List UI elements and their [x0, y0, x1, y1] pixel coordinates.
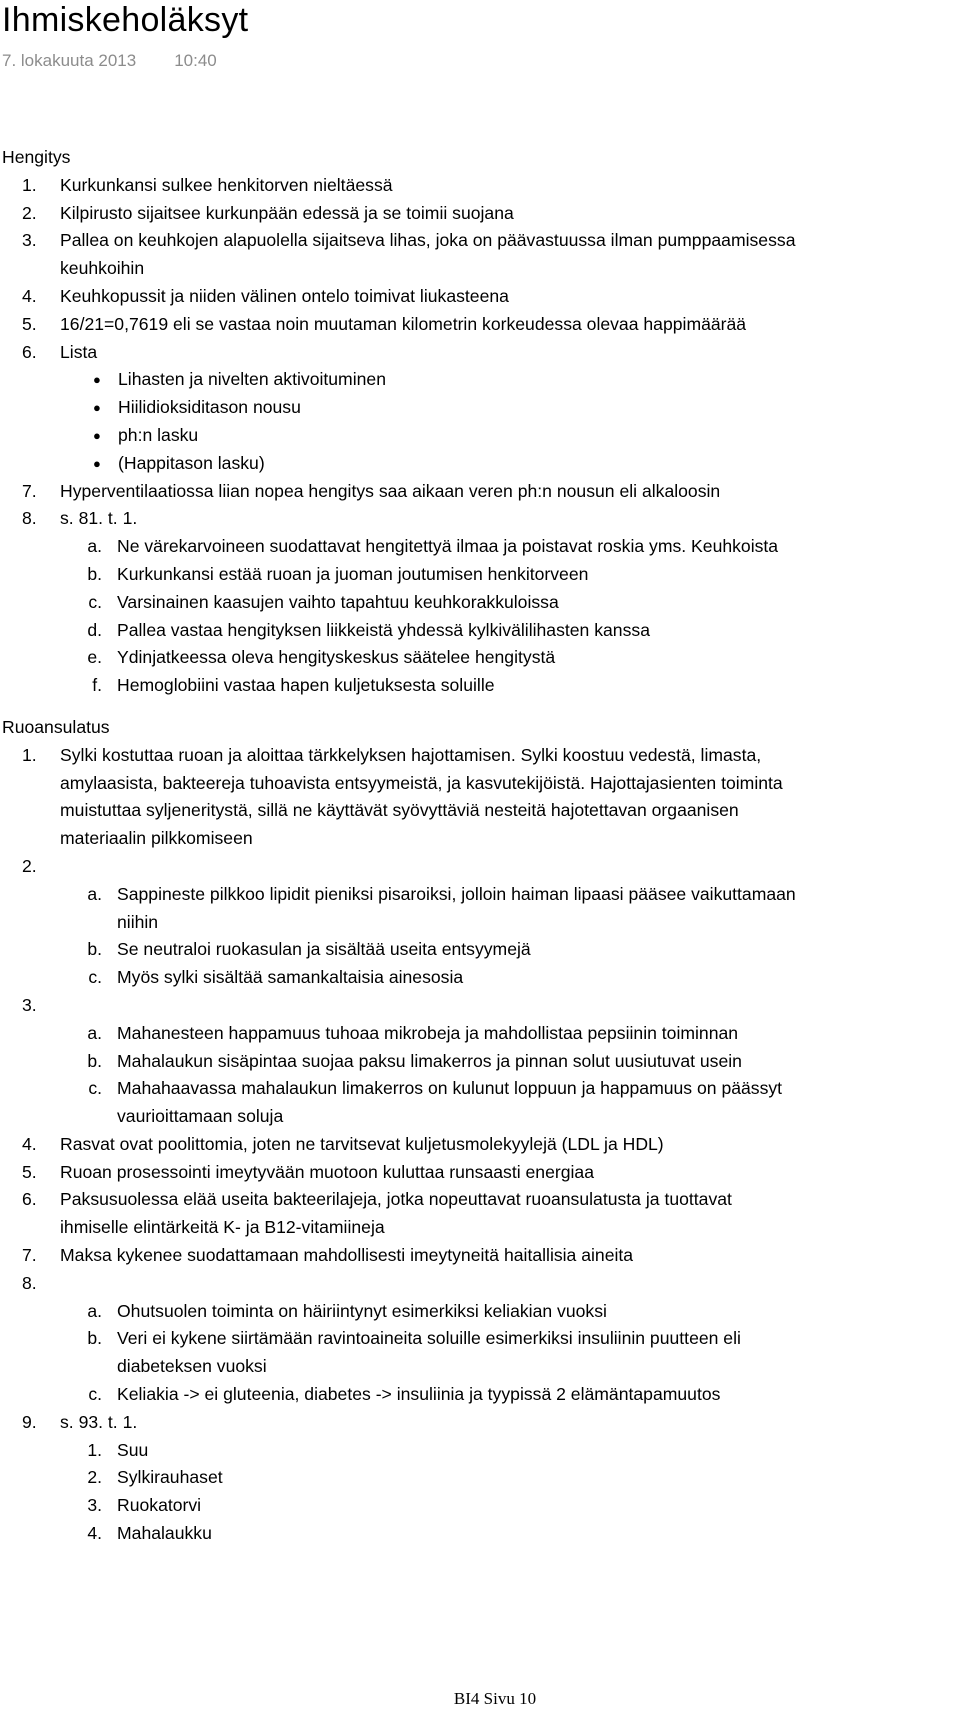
list-item: 4. Rasvat ovat poolittomia, joten ne tarvitsevat kuljetusmolekyylejä (LDL ja HDL)	[22, 1133, 664, 1154]
list-item: 5. 16/21=0,7619 eli se vastaa noin muutaman kilometrin korkeudessa olevaa happimäärää	[22, 313, 747, 334]
sub-item: a. Ne värekarvoineen suodattavat hengitettyä ilmaa ja poistavat roskia yms. Keuhkoista	[87, 536, 779, 557]
sub-item: b. Kurkunkansi estää ruoan ja juoman joutumisen henkitorveen	[87, 563, 589, 584]
list-item-continuation: amylaasista, bakteereja tuhoavista entsyymeistä, ja kasvutekijöistä. Hajottajasienten toiminta	[60, 772, 783, 793]
bullet-icon: ●	[93, 455, 101, 471]
section-heading: Ruoansulatus	[2, 716, 110, 737]
sub-item-continuation: niihin	[117, 911, 159, 932]
page-footer: BI4 Sivu 10	[453, 1689, 537, 1708]
sub-item: d. Pallea vastaa hengityksen liikkeistä yhdessä kylkivälilihasten kanssa	[87, 619, 650, 640]
bullet-item: ● (Happitason lasku)	[2, 450, 952, 478]
sub-item-continuation: vaurioittamaan soluja	[117, 1106, 284, 1127]
list-item: 3.	[22, 994, 37, 1015]
list-item-continuation: ihmiselle elintärkeitä K- ja B12-vitamiineja	[60, 1217, 385, 1238]
bullet-item: ● ph:n lasku	[2, 422, 952, 450]
list-item: 6. Lista	[22, 341, 98, 362]
sub-item: a. Sappineste pilkkoo lipidit pieniksi pisaroiksi, jolloin haiman lipaasi pääsee vaikuttamaan	[87, 883, 796, 904]
bullet-icon: ●	[93, 372, 101, 388]
sub-item: c. Keliakia -> ei gluteenia, diabetes -> insuliinia ja tyypissä 2 elämäntapamuutos	[88, 1384, 721, 1405]
sub-item: c. Varsinainen kaasujen vaihto tapahtuu keuhkorakkuloissa	[88, 591, 559, 612]
sub-item-continuation: diabeteksen vuoksi	[117, 1356, 267, 1377]
bullet-item: ● Hiilidioksiditason nousu	[2, 394, 952, 422]
bullet-icon: ●	[93, 400, 101, 416]
section-heading: Hengitys	[2, 147, 71, 167]
sub-item: 3. Ruokatorvi	[87, 1495, 202, 1516]
list-item: 2.	[22, 855, 37, 876]
list-item: 1. Sylki kostuttaa ruoan ja aloittaa tärkkelyksen hajottamisen. Sylki koostuu vedestä, limasta,	[22, 744, 762, 765]
page-time: 10:40	[174, 51, 217, 70]
sub-item: e. Ydinjatkeessa oleva hengityskeskus säätelee hengitystä	[87, 647, 556, 668]
list-item: 4. Keuhkopussit ja niiden välinen ontelo toimivat liukasteena	[22, 285, 509, 306]
sub-item: c. Myös sylki sisältää samankaltaisia ainesosia	[88, 967, 464, 988]
list-item-continuation: keuhkoihin	[60, 258, 145, 279]
list-item: 7. Maksa kykenee suodattamaan mahdollisesti imeytyneitä haitallisia aineita	[22, 1245, 634, 1266]
list-item: 9. s. 93. t. 1.	[22, 1411, 138, 1432]
list-item-continuation: muistuttaa syljeneritystä, sillä ne käyttävät syövyttäviä nesteitä hajotettavan orgaanisen	[60, 800, 739, 821]
sub-item: b. Veri ei kykene siirtämään ravintoaineita soluille esimerkiksi insuliinin puutteen eli	[87, 1328, 741, 1349]
sub-item: 4. Mahalaukku	[87, 1523, 212, 1544]
list-item: 5. Ruoan prosessointi imeytyvään muotoon kuluttaa runsaasti energiaa	[22, 1161, 594, 1182]
notes-body	[2, 144, 952, 1548]
sub-item: c. Mahahaavassa mahalaukun limakerros on kulunut loppuun ja happamuus on päässyt	[88, 1078, 783, 1099]
bullet-icon: ●	[93, 427, 101, 443]
list-item: 3. Pallea on keuhkojen alapuolella sijaitseva lihas, joka on päävastuussa ilman pumppaamisessa	[22, 230, 796, 251]
sub-item: b. Mahalaukun sisäpintaa suojaa paksu limakerros ja pinnan solut uusiutuvat usein	[87, 1050, 742, 1071]
sub-item: b. Se neutraloi ruokasulan ja sisältää useita entsyymejä	[87, 939, 531, 960]
page-title: Ihmiskeholäksyt	[2, 1, 249, 39]
list-item: 6. Paksusuolessa elää useita bakteerilajeja, jotka nopeuttavat ruoansulatusta ja tuottavat	[22, 1189, 732, 1210]
list-item: 8. s. 81. t. 1.	[22, 508, 138, 529]
bullet-item: ● Lihasten ja nivelten aktivoituminen	[2, 366, 952, 394]
list-item: 7. Hyperventilaatiossa liian nopea hengitys saa aikaan veren ph:n nousun eli alkaloosin	[22, 480, 721, 501]
list-item: 2. Kilpirusto sijaitsee kurkunpään edessä ja se toimii suojana	[22, 202, 514, 223]
sub-item: 1. Suu	[87, 1439, 149, 1460]
list-item: 1. Kurkunkansi sulkee henkitorven nieltäessä	[22, 174, 393, 195]
list-item-continuation: materiaalin pilkkomiseen	[60, 828, 253, 849]
sub-item: f. Hemoglobiini vastaa hapen kuljetuksesta soluille	[92, 675, 495, 696]
list-item: 8.	[22, 1272, 37, 1293]
sub-item: a. Mahanesteen happamuus tuhoaa mikrobeja ja mahdollistaa pepsiinin toiminnan	[87, 1022, 739, 1043]
sub-item: a. Ohutsuolen toiminta on häiriintynyt esimerkiksi keliakian vuoksi	[87, 1300, 607, 1321]
page-date: 7. lokakuuta 2013	[2, 51, 137, 70]
sub-item: 2. Sylkirauhaset	[87, 1467, 223, 1488]
page-timestamp	[2, 50, 217, 72]
